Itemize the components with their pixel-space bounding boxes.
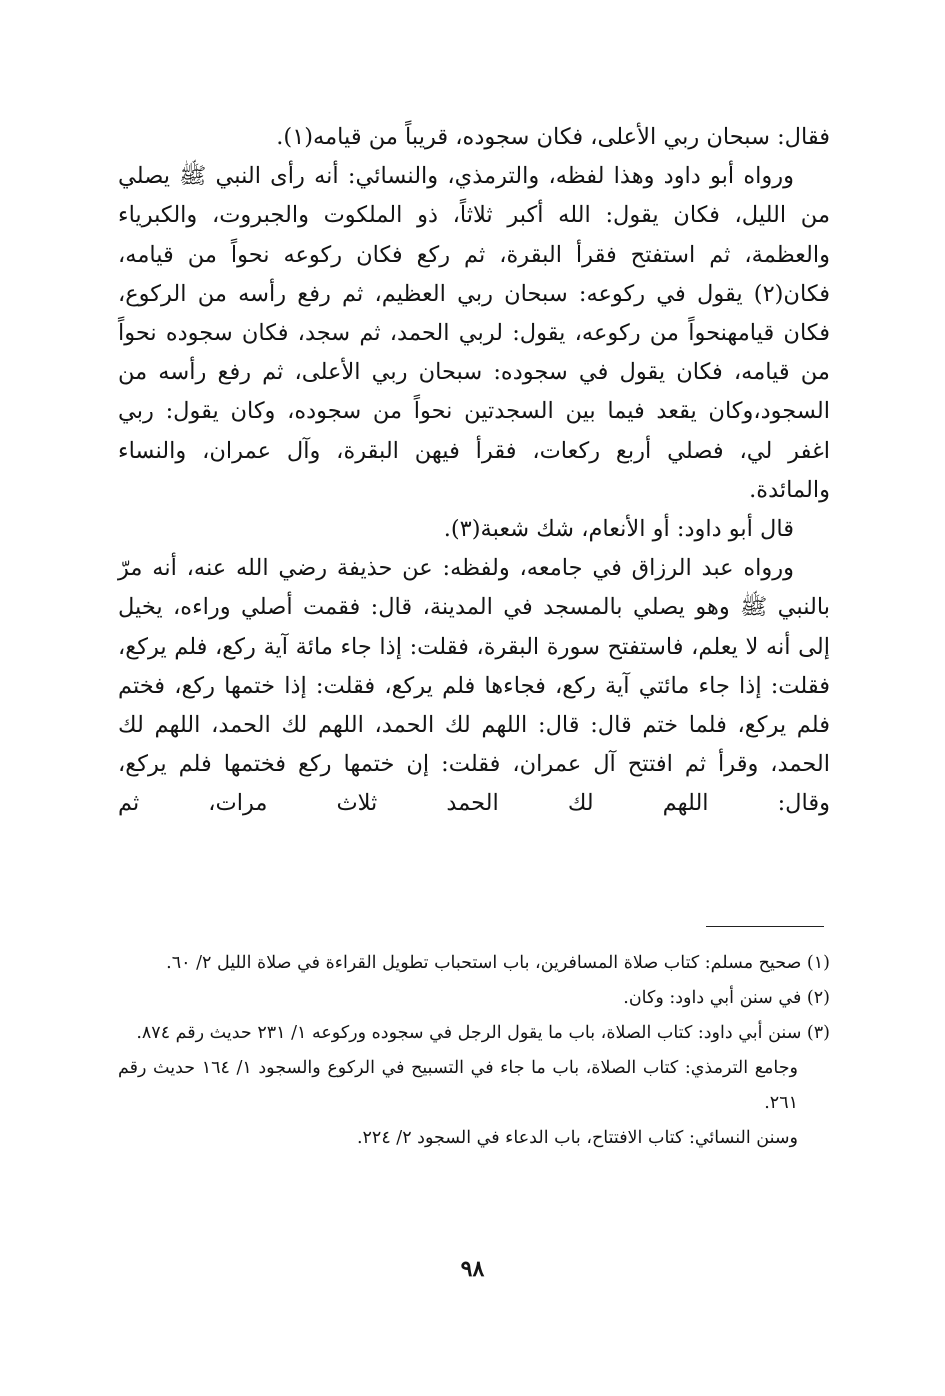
paragraph-3: قال أبو داود: أو الأنعام، شك شعبة(٣). <box>443 516 794 543</box>
page-number: ٩٨ <box>460 1256 485 1282</box>
footnote-3-continued-nasai: وسنن النسائي: كتاب الافتتاح، باب الدعاء في السجود ٢/ ٢٢٤. <box>356 1128 798 1148</box>
footnote-3: (٣) سنن أبي داود: كتاب الصلاة، باب ما يقول الرجل في سجوده وركوعه ١/ ٢٣١ حديث رقم ٨٧٤. <box>136 1023 830 1043</box>
footnotes <box>118 946 830 1156</box>
footnote-3-continued-tirmidhi: وجامع الترمذي: كتاب الصلاة، باب ما جاء في التسبيح في الركوع والسجود ١/ ١٦٤ حديث رقم ٢٦١. <box>118 1058 798 1113</box>
paragraph-1: فقال: سبحان ربي الأعلى، فكان سجوده، قريباً من قيامه(١). <box>276 124 830 150</box>
paragraph-4: ورواه عبد الرزاق في جامعه، ولفظه: عن حذيفة رضي الله عنه، أنه مرّ بالنبي ﷺ وهو يصلي بالمسجد في المدينة، قال: فقمت أصلي وراءه، يخيل إلى أنه لا يعلم، فاستفتح سورة البقرة، فقلت: إذا جاء مائة آية ركع، فلم يركع، فقلت: إذا جاء مائتي آية ركع، فجاءها فلم يركع، فقلت: إذا ختمها ركع، فختم فلم يركع، فلما ختم قال: قال: اللهم لك الحمد، اللهم لك الحمد، اللهم لك الحمد، وقرأ ثم افتتح آل عمران، فقلت: إن ختمها ركع فختمها فلم يركع، وقال: اللهم لك الحمد ثلاث مرات، ثم <box>118 555 830 817</box>
footnote-separator <box>706 926 824 927</box>
footnote-2: (٢) في سنن أبي داود: وكان. <box>623 988 830 1008</box>
main-text <box>118 118 830 824</box>
paragraph-2: ورواه أبو داود وهذا لفظه، والترمذي، والنسائي: أنه رأى النبي ﷺ يصلي من الليل، فكان يقول: الله أكبر ثلاثاً، ذو الملكوت والجبروت، والكبرياء والعظمة، ثم استفتح فقرأ البقرة، ثم ركع فكان ركوعه نحواً من قيامه، فكان(٢) يقول في ركوعه: سبحان ربي العظيم، ثم رفع رأسه من الركوع، فكان قيامهنحواً من ركوعه، يقول: لربي الحمد، ثم سجد، فكان سجوده نحواً من قيامه، فكان يقول في سجوده: سبحان ربي الأعلى، ثم رفع رأسه من السجود،وكان يقعد فيما بين السجدتين نحواً من سجوده، وكان يقول: ربي اغفر لي، فصلي أربع ركعات، فقرأ فيهن البقرة، وآل عمران، والنساء والمائدة. <box>118 163 830 503</box>
footnote-1: (١) صحيح مسلم: كتاب صلاة المسافرين، باب استحباب تطويل القراءة في صلاة الليل ٢/ ٦٠. <box>166 953 830 973</box>
